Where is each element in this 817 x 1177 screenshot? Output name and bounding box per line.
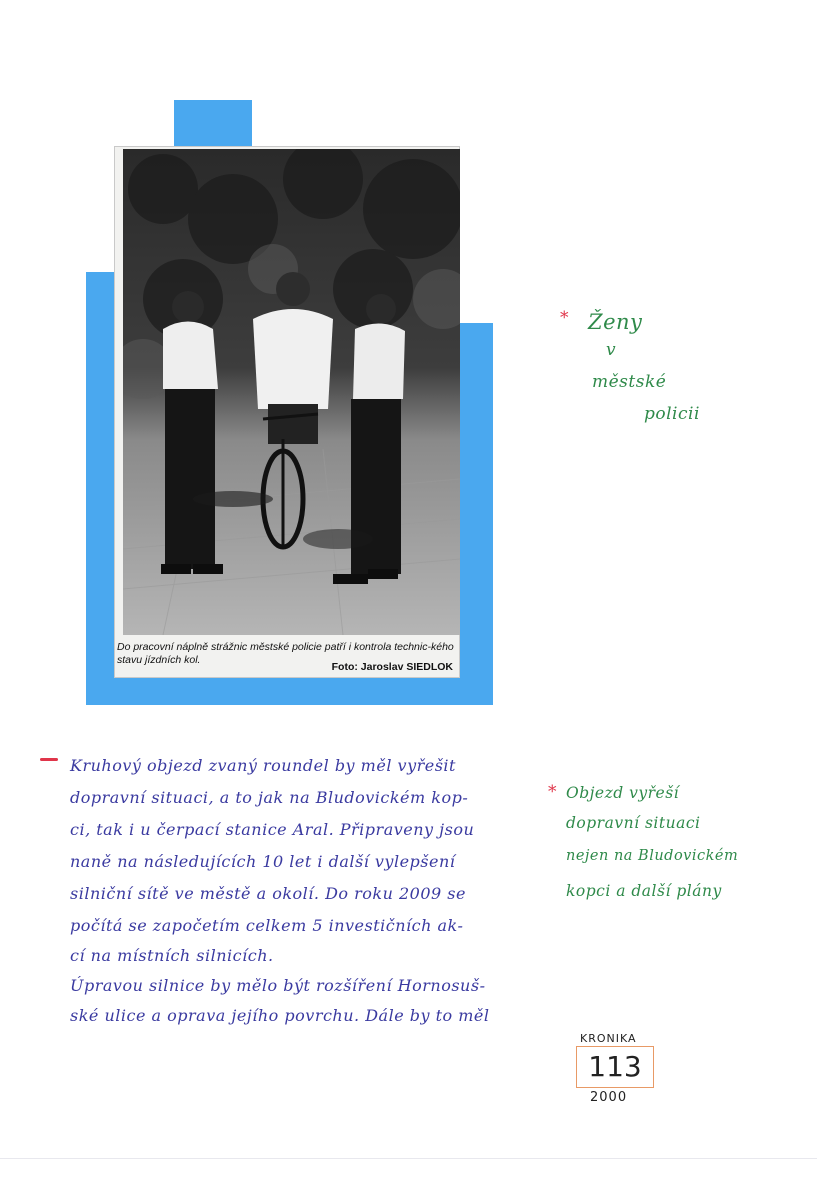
page-number-box: 113	[576, 1046, 654, 1088]
blue-backing-top-tab	[174, 100, 252, 152]
body-line-5: silniční sítě ve městě a okolí. Do roku 2009 se	[70, 884, 466, 903]
body-bullet-dash	[40, 758, 58, 761]
side-note-bottom-line-1: Objezd vyřeší	[566, 784, 680, 802]
body-line-6: počítá se započetím celkem 5 investičních ak-	[70, 916, 464, 935]
body-line-3: ci, tak i u čerpací stanice Aral. Připraveny jsou	[70, 820, 475, 839]
side-note-bottom-line-3: nejen na Bludovickém	[566, 848, 739, 864]
body-line-1: Kruhový objezd zvaný roundel by měl vyřešit	[70, 756, 456, 775]
body-line-7: cí na místních silnicích.	[70, 946, 274, 965]
side-note-top-line-1: Ženy	[588, 310, 643, 334]
side-note-bottom-line-2: dopravní situaci	[566, 814, 701, 832]
side-note-top-bullet: *	[560, 308, 569, 328]
body-line-9: ské ulice a oprava jejího povrchu. Dále by to měl	[70, 1006, 490, 1025]
side-note-bottom-bullet: *	[548, 782, 557, 802]
side-note-top-line-2: v	[606, 340, 617, 360]
stamp-kronika-label: KRONIKA	[580, 1032, 637, 1045]
side-note-bottom-line-4: kopci a další plány	[566, 882, 722, 900]
body-line-2: dopravní situaci, a to jak na Bludovickém kop-	[70, 788, 469, 807]
photo-credit: Foto: Jaroslav SIEDLOK	[331, 661, 453, 673]
blue-backing-right	[455, 323, 493, 705]
scan-edge-line	[0, 1158, 817, 1159]
photo-caption: Do pracovní náplně strážnic městské policie patří i kontrola technic-kého stavu jízdních kol.	[117, 641, 454, 666]
stamp-year: 2000	[590, 1090, 628, 1105]
side-note-top-line-4: policii	[644, 404, 700, 424]
newspaper-clipping	[114, 146, 460, 678]
photo-policewomen-bicycle	[123, 149, 460, 635]
blue-backing-bottom	[86, 676, 493, 705]
side-note-top-line-3: městské	[592, 372, 667, 392]
body-line-8: Úpravou silnice by mělo být rozšíření Hornosuš-	[70, 976, 486, 995]
body-line-4: naně na následujících 10 let i další vylepšení	[70, 852, 456, 871]
